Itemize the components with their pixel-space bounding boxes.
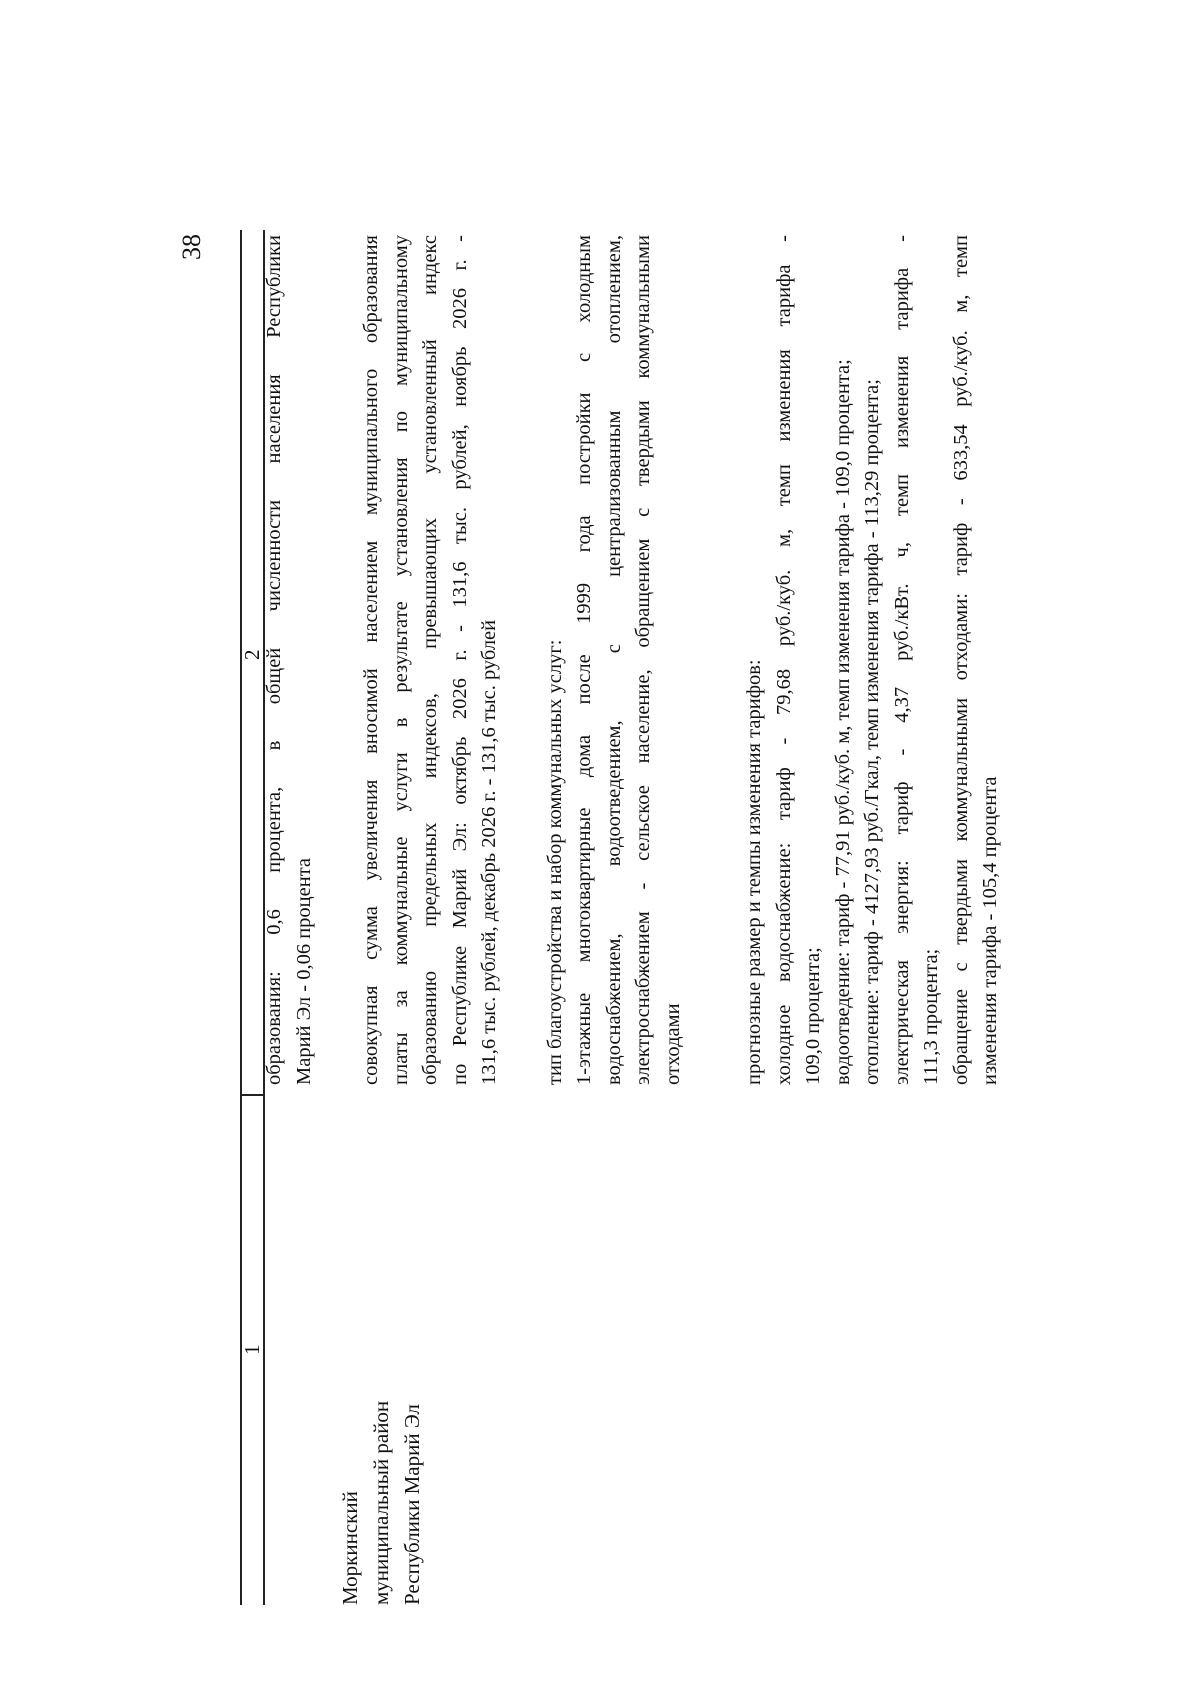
text-line: холодное водоснабжение: тариф - 79,68 руб./куб. м, темп изменения тарифа - [772,235,795,1085]
text-line: 109,0 процента; [802,947,824,1085]
text-line: по Республике Марий Эл: октябрь 2026 г. - 131,6 тыс. рублей, ноябрь 2026 г. - [448,235,471,1085]
text-line: электроснабжением - сельское население, обращением с твердыми коммунальными [632,235,654,1085]
text-line: 111,3 процента; [920,948,942,1085]
housing-type-text [541,235,689,1085]
text-line: отходами [661,1003,684,1085]
text-line: электрическая энергия: тариф - 4,37 руб./кВт. ч, темп изменения тарифа - [890,235,913,1085]
text-line: отопление: тариф - 4127,93 руб./Гкал, темп изменения тарифа - 113,29 процента; [861,379,883,1085]
column-divider [240,1095,264,1097]
tariffs-text [740,235,1006,1085]
text-line: тип благоустройства и набор коммунальных услуг: [543,639,566,1085]
document-page [160,220,1040,1660]
municipality-name [335,1305,428,1605]
text-line: водоснабжением, водоотведением, с централизованным отоплением, [602,235,625,1085]
column-1-header: 1 [240,1344,264,1355]
text-line: образованию предельных индексов, превышающих установленный индекс [419,235,441,1085]
population-share-text [260,235,319,1085]
municipality-name-line: Республики Марий Эл [400,1404,424,1605]
text-line: совокупная сумма увеличения вносимой населением муниципального образования [360,235,382,1085]
text-line: образования: 0,6 процента, в общей численности населения Республики [263,235,285,1085]
text-line: 1-этажные многоквартирные дома после 1999 года постройки с холодным [573,235,595,1085]
municipality-name-line: муниципальный район [369,1400,393,1605]
text-line: обращение с твердыми коммунальными отходами: тариф - 633,54 руб./куб. м, темп [949,235,972,1085]
column-2-header: 2 [240,649,264,660]
text-line: 131,6 тыс. рублей, декабрь 2026 г. - 131,6 тыс. рублей [478,619,500,1085]
text-line: Марий Эл - 0,06 процента [292,857,315,1085]
text-line: платы за коммунальные услуги в результате установления по муниципальному [389,235,412,1085]
text-line: водоотведение: тариф - 77,91 руб./куб. м, темп изменения тарифа - 109,0 процента; [831,359,854,1085]
text-line: прогнозные размер и темпы изменения тарифов: [743,659,765,1085]
table-top-rule [240,230,242,1605]
total-increase-text [357,235,505,1085]
municipality-name-line: Моркинский [338,1491,362,1605]
page-number: 38 [177,234,206,260]
description-column [260,235,1006,1085]
text-line: изменения тарифа - 105,4 процента [979,776,1001,1085]
